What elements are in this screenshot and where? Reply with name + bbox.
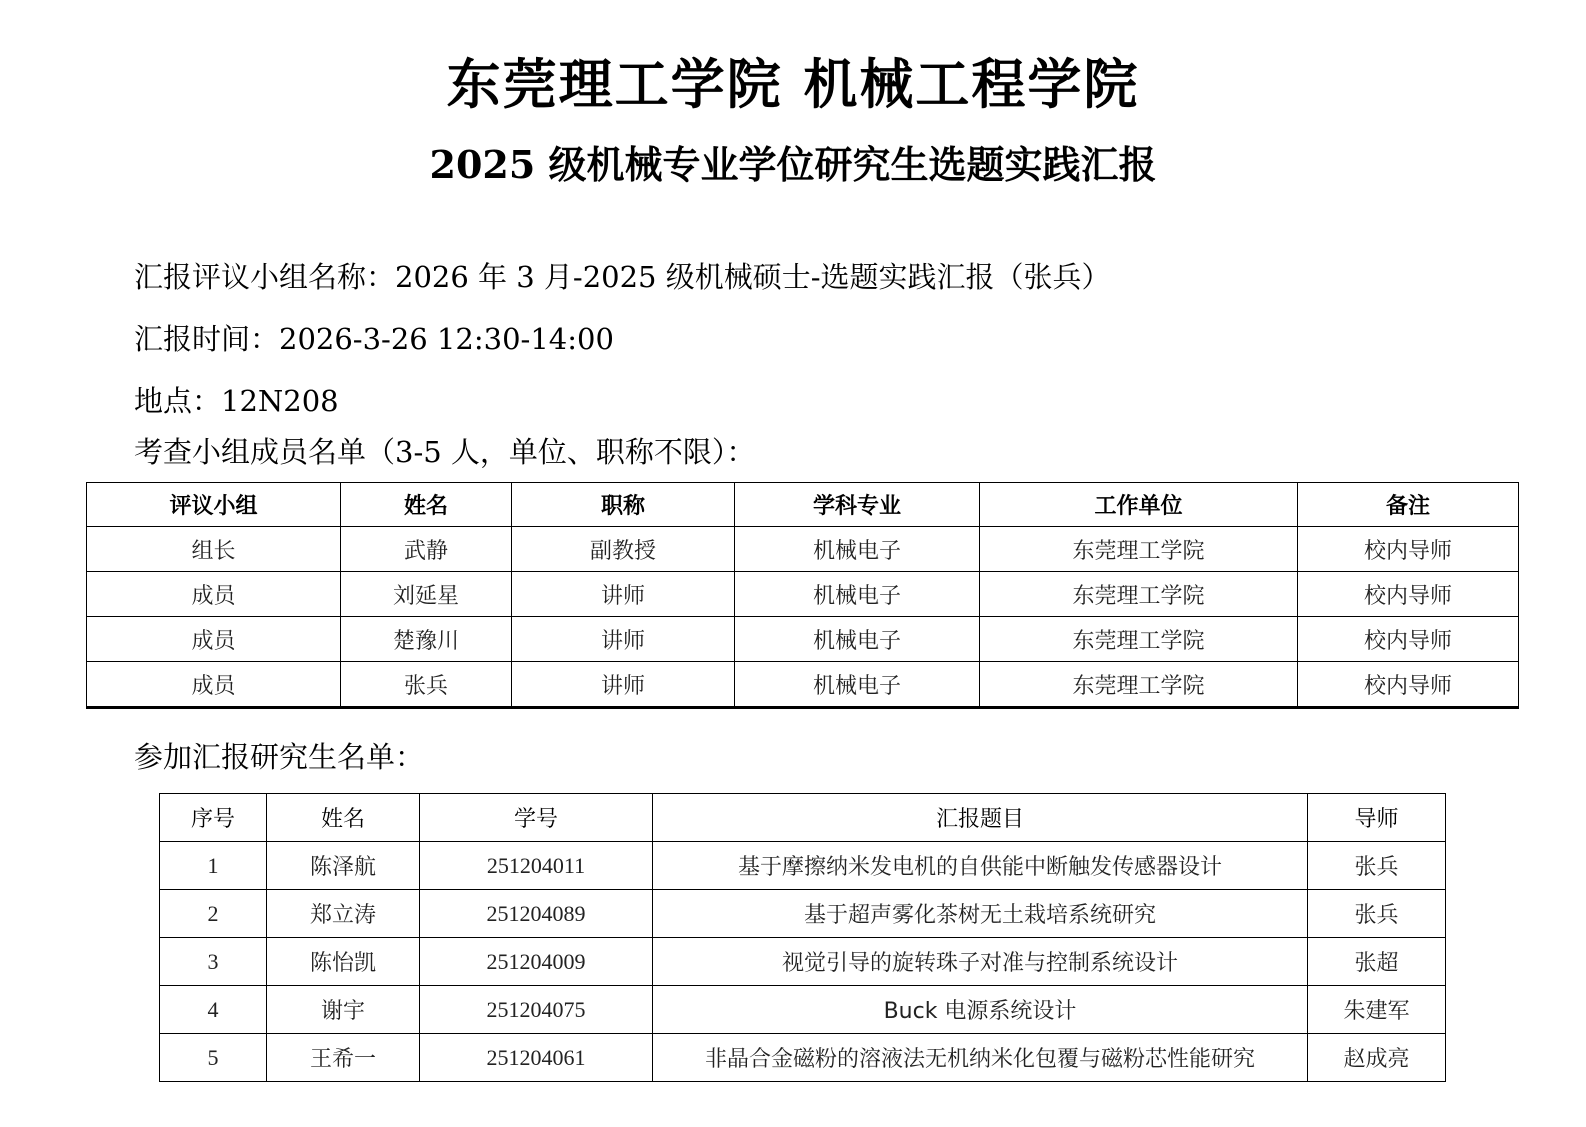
table-cell: 王希一 (267, 1034, 420, 1082)
table-cell: 1 (160, 842, 267, 890)
column-header: 职称 (512, 483, 735, 527)
column-header: 评议小组 (87, 483, 341, 527)
report-time-line: 汇报时间：2026-3-26 12:30-14:00 (134, 322, 614, 356)
table-cell: 张超 (1308, 938, 1446, 986)
table-cell: 讲师 (512, 572, 735, 617)
table-cell: 张兵 (1308, 842, 1446, 890)
table-cell: 视觉引导的旋转珠子对准与控制系统设计 (653, 938, 1308, 986)
table-cell: 251204075 (420, 986, 653, 1034)
column-header: 学科专业 (735, 483, 980, 527)
table-cell: 朱建军 (1308, 986, 1446, 1034)
table-cell: 基于超声雾化茶树无土栽培系统研究 (653, 890, 1308, 938)
table-row (160, 1034, 1446, 1082)
table-cell: 成员 (87, 617, 341, 662)
page-title: 东莞理工学院 机械工程学院 (446, 52, 1140, 116)
table-cell: 副教授 (512, 527, 735, 572)
column-header: 汇报题目 (653, 794, 1308, 842)
column-header: 导师 (1308, 794, 1446, 842)
table-row (87, 572, 1519, 617)
table-cell: 251204061 (420, 1034, 653, 1082)
panel-heading: 考查小组成员名单（3-5 人，单位、职称不限）： (134, 435, 756, 469)
table-cell: 武静 (341, 527, 512, 572)
table-cell: 非晶合金磁粉的溶液法无机纳米化包覆与磁粉芯性能研究 (653, 1034, 1308, 1082)
location-line: 地点：12N208 (134, 384, 339, 418)
table-cell: 机械电子 (735, 572, 980, 617)
table-cell: 251204009 (420, 938, 653, 986)
page-subtitle: 2025 级机械专业学位研究生选题实践汇报 (429, 142, 1157, 187)
table-cell: 成员 (87, 662, 341, 708)
column-header: 学号 (420, 794, 653, 842)
table-cell: 成员 (87, 572, 341, 617)
table-cell: 4 (160, 986, 267, 1034)
table-cell: 陈泽航 (267, 842, 420, 890)
table-cell: 校内导师 (1298, 662, 1519, 708)
table-cell: 机械电子 (735, 617, 980, 662)
table-row (160, 938, 1446, 986)
table-cell: 东莞理工学院 (980, 662, 1298, 708)
table-cell: 陈怡凯 (267, 938, 420, 986)
students-table (159, 793, 1446, 1082)
table-cell: 校内导师 (1298, 617, 1519, 662)
table-row (160, 986, 1446, 1034)
group-name-line: 汇报评议小组名称：2026 年 3 月-2025 级机械硕士-选题实践汇报（张兵） (134, 260, 1111, 294)
table-cell: 讲师 (512, 617, 735, 662)
column-header: 备注 (1298, 483, 1519, 527)
table-cell: 谢宇 (267, 986, 420, 1034)
table-header-row (160, 794, 1446, 842)
table-cell: 2 (160, 890, 267, 938)
table-cell: 251204089 (420, 890, 653, 938)
table-cell: 刘延星 (341, 572, 512, 617)
table-header-row (87, 483, 1519, 527)
table-cell: 楚豫川 (341, 617, 512, 662)
table-cell: 东莞理工学院 (980, 617, 1298, 662)
column-header: 姓名 (341, 483, 512, 527)
column-header: 姓名 (267, 794, 420, 842)
table-row (160, 842, 1446, 890)
table-row (160, 890, 1446, 938)
table-row (87, 662, 1519, 708)
table-cell: 3 (160, 938, 267, 986)
table-cell: 机械电子 (735, 527, 980, 572)
table-cell: 郑立涛 (267, 890, 420, 938)
table-cell: Buck 电源系统设计 (653, 986, 1308, 1034)
table-cell: 赵成亮 (1308, 1034, 1446, 1082)
table-cell: 校内导师 (1298, 572, 1519, 617)
students-heading: 参加汇报研究生名单： (134, 740, 425, 774)
table-cell: 5 (160, 1034, 267, 1082)
table-cell: 基于摩擦纳米发电机的自供能中断触发传感器设计 (653, 842, 1308, 890)
column-header: 工作单位 (980, 483, 1298, 527)
panel-members-table (86, 482, 1519, 709)
table-row (87, 527, 1519, 572)
table-cell: 讲师 (512, 662, 735, 708)
table-cell: 机械电子 (735, 662, 980, 708)
table-cell: 校内导师 (1298, 527, 1519, 572)
column-header: 序号 (160, 794, 267, 842)
table-cell: 东莞理工学院 (980, 527, 1298, 572)
table-cell: 组长 (87, 527, 341, 572)
table-cell: 张兵 (341, 662, 512, 708)
table-cell: 东莞理工学院 (980, 572, 1298, 617)
table-cell: 张兵 (1308, 890, 1446, 938)
table-cell: 251204011 (420, 842, 653, 890)
table-row (87, 617, 1519, 662)
